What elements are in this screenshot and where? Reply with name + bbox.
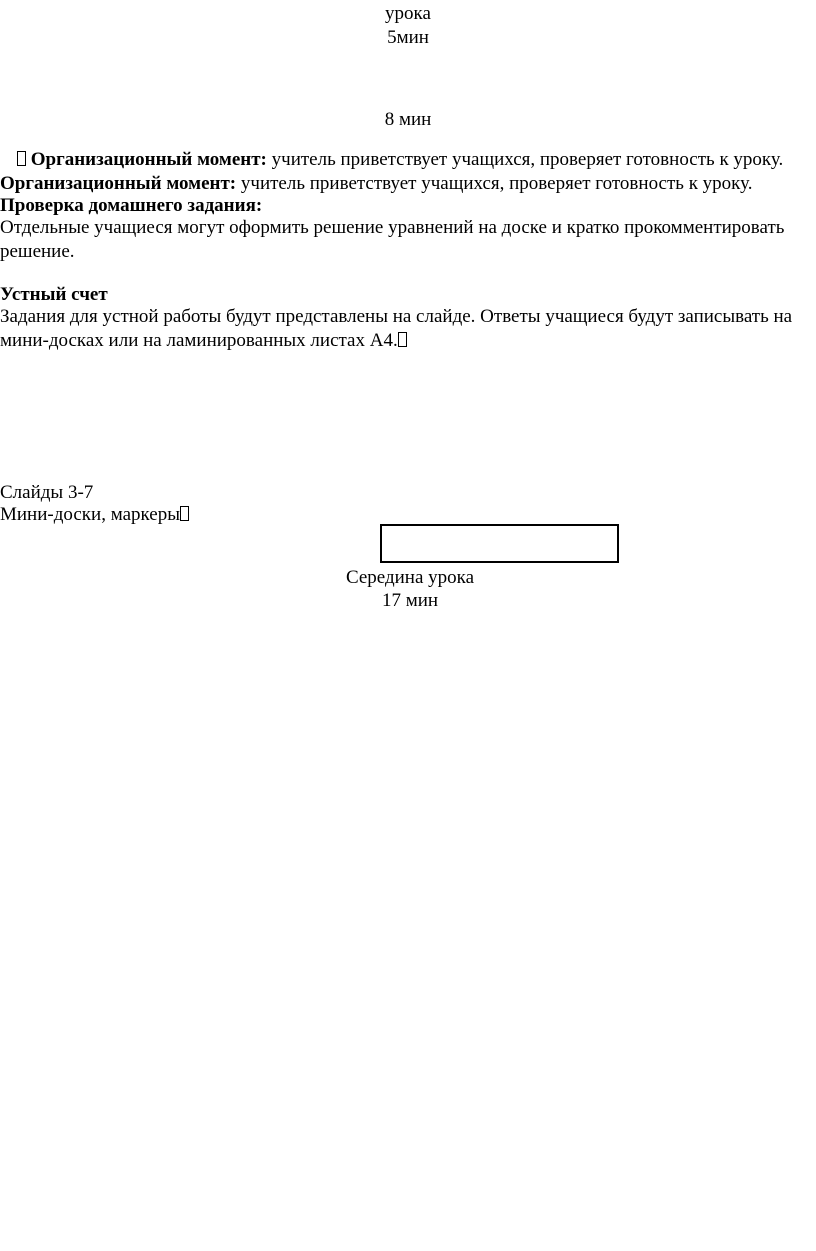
oral-count-paragraph [0, 305, 812, 353]
oral-count-title: Устный счет [0, 284, 108, 305]
homework-time: 8 мин [384, 109, 432, 130]
org-moment-bullet-line [17, 148, 783, 172]
org-moment-text: учитель приветствует учащихся, проверяет готовность к уроку. [236, 173, 753, 194]
org-moment-bullet-text: учитель приветствует учащихся, проверяет готовность к уроку. [266, 149, 784, 170]
missing-glyph-icon [17, 151, 26, 166]
homework-text: Отдельные учащиеся могут оформить решение уравнений на доске и кратко прокомментировать решение. [0, 217, 785, 262]
middle-time: 17 мин [381, 590, 439, 611]
middle-label: Середина урока [345, 567, 475, 588]
homework-title: Проверка домашнего задания: [0, 195, 263, 216]
org-moment-line [0, 172, 752, 196]
org-moment-bullet-title: Организационный момент: [30, 149, 267, 170]
stage-label: урока [385, 3, 431, 24]
materials-label: Мини-доски, маркеры [0, 504, 180, 525]
oral-count-text: Задания для устной работы будут представлены на слайде. Ответы учащиеся будут записывать на мини-досках или на ламинированных листах А4. [0, 306, 793, 351]
slides-label: Слайды 3-7 [0, 482, 94, 503]
org-moment-title: Организационный момент: [0, 173, 237, 194]
empty-frame [380, 524, 619, 563]
missing-glyph-icon [398, 332, 407, 347]
materials-line [0, 503, 189, 527]
stage-time: 5мин [387, 27, 429, 48]
missing-glyph-icon [180, 506, 189, 521]
